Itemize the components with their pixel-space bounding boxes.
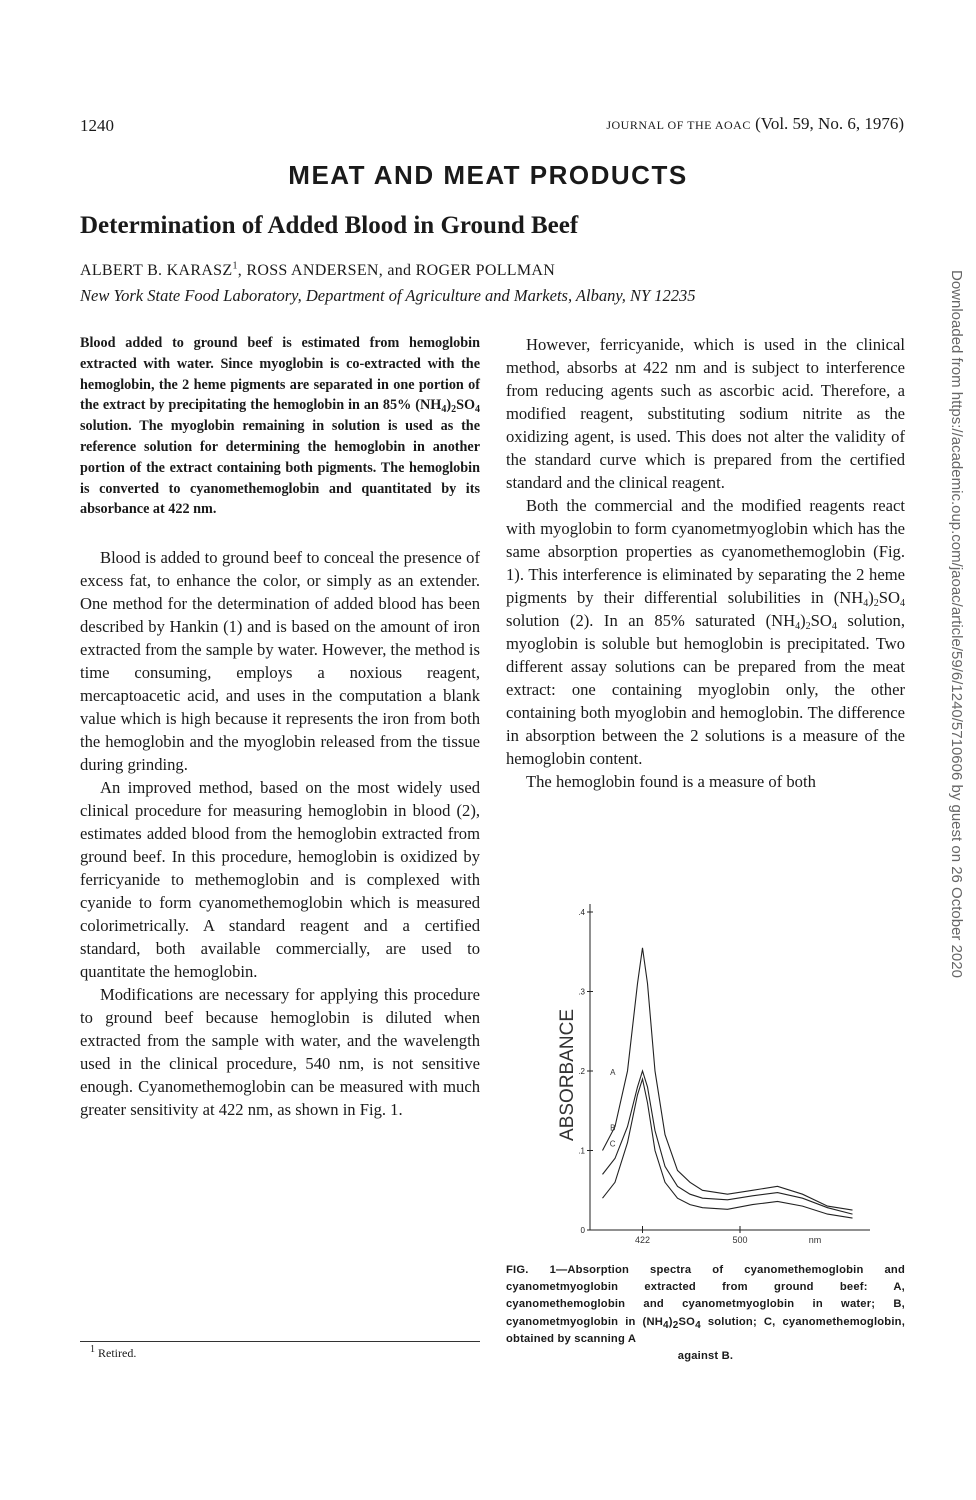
download-watermark	[946, 270, 966, 1150]
x-tick-label: 500	[732, 1235, 748, 1245]
paragraph: An improved method, based on the most widely used clinical procedure for measuring hemoglobin in blood (2), estimates added blood from the hemoglobin extracted from ground beef. In this procedure, hemoglobin is oxidized by ferricyanide to methemoglobin and is complexed with cyanide to form cyanomethemoglobin which is measured colorimetrically. A standard reagent and a certified standard, both available commercially, are used to quantitate the hemoglobin.	[80, 778, 480, 982]
svg-text:Downloaded from https://academ: Downloaded from https://academic.oup.com/jaoac/article/59/6/1240/5710606 by guest on 26 October 2020	[948, 270, 965, 978]
running-head	[606, 114, 904, 134]
left-column	[80, 333, 480, 1121]
paragraph: Both the commercial and the modified reagents react with myoglobin to form cyanometmyoglobin which has the same absorption properties as cyanomethemoglobin (Fig. 1). This interference is eliminated by separating the 2 heme pigments by their differential solubilities in $(NH_4)_2SO_4$ solution (2). In an 85% saturated $(NH_4)_2SO_4$ solution, myoglobin is soluble but hemoglobin is precipitated. Two different assay solutions can be prepared from the meat extract: one containing myoglobin only, the other containing both myoglobin and hemoglobin. The difference in absorption between the 2 solutions is a measure of the hemoglobin content.	[506, 496, 905, 768]
authors: ALBERT B. KARASZ$^1$, ROSS ANDERSEN, and ROGER POLLMAN	[80, 260, 556, 279]
abstract: Blood added to ground beef is estimated from hemoglobin extracted with water. Since myoglobin is co-extracted with the hemoglobin, the 2 heme pigments are separated in one portion of the extract by precipitating the hemoglobin in an 85% $(NH_4)_2SO_4$ solution. The myoglobin remaining in solution is used as the reference solution for determining the hemoglobin in another portion of the extract containing both pigments. The hemoglobin is converted to cyanomethemoglobin and quantitated by its absorbance at 422 nm.	[80, 335, 480, 518]
y-tick-label: .2	[578, 1067, 585, 1076]
absorption-chart	[540, 890, 880, 1250]
page-number: 1240	[80, 116, 114, 135]
paragraph: However, ferricyanide, which is used in the clinical method, absorbs at 422 nm and is subject to interference from reducing agents such as ascorbic acid. Therefore, a modified reagent, substituting sodium nitrite as the oxidizing agent, is used. This does not alter the validity of the standard curve which is prepared from the certified standard and the clinical reagent.	[506, 335, 905, 492]
section-title: MEAT AND MEAT PRODUCTS	[288, 160, 688, 190]
footnote: $^1$ Retired.	[90, 1344, 137, 1360]
right-column	[506, 333, 905, 793]
paragraph: Blood is added to ground beef to conceal the presence of excess fat, to enhance the color, or simply as an extender. One method for the determination of added blood has been described by Hankin (1) and is based on the amount of iron extracted from the sample by water. However, the method is time consuming, employs a noxious reagent, mercaptoacetic acid, and uses in the computation a blank value which is high because it represents the iron from both the hemoglobin and the myoglobin released from the tissue during grinding.	[80, 548, 480, 775]
y-axis-label: ABSORBANCE	[557, 1009, 578, 1141]
y-tick-label: .1	[578, 1146, 585, 1156]
volume-info: (Vol. 59, No. 6, 1976)	[755, 114, 904, 133]
series-label-c: C	[609, 1139, 616, 1149]
affiliation: New York State Food Laboratory, Department of Agriculture and Markets, Albany, NY 12235	[80, 286, 696, 305]
paragraph: Modifications are necessary for applying this procedure to ground beef because hemoglobin is diluted when extracted from the sample with water, and the wavelength used in the clinical procedure, 540 nm, is not sensitive enough. Cyanomethemoglobin can be measured with much greater sensitivity at 422 nm, as shown in Fig. 1.	[80, 985, 480, 1120]
y-tick-label: 0	[580, 1226, 585, 1235]
paragraph: The hemoglobin found is a measure of both	[526, 772, 816, 791]
y-tick-label: .3	[578, 987, 585, 997]
series-line-c	[603, 1079, 853, 1218]
series-line-b	[603, 1071, 853, 1214]
series-label-b: B	[610, 1123, 616, 1133]
article-title: Determination of Added Blood in Ground Beef	[80, 212, 579, 239]
series-label-a: A	[610, 1068, 616, 1077]
journal-name: JOURNAL OF THE AOAC	[606, 118, 751, 132]
x-tick-label: nm	[808, 1235, 822, 1245]
x-tick-label: 422	[634, 1235, 651, 1245]
absorption-spectra-figure	[540, 890, 880, 1250]
footnote-divider	[80, 1341, 480, 1342]
figure-caption: FIG. 1—Absorption spectra of cyanomethemoglobin and cyanometmyoglobin extracted from ground beef: A, cyanomethemoglobin and cyanometmyoglobin in water; B, cyanometmyoglobin in $(NH_4)_2SO_4$ solution; C, cyanomethemoglobin, obtained by scanning A against B.	[506, 1264, 905, 1363]
y-tick-label: .4	[578, 908, 585, 917]
